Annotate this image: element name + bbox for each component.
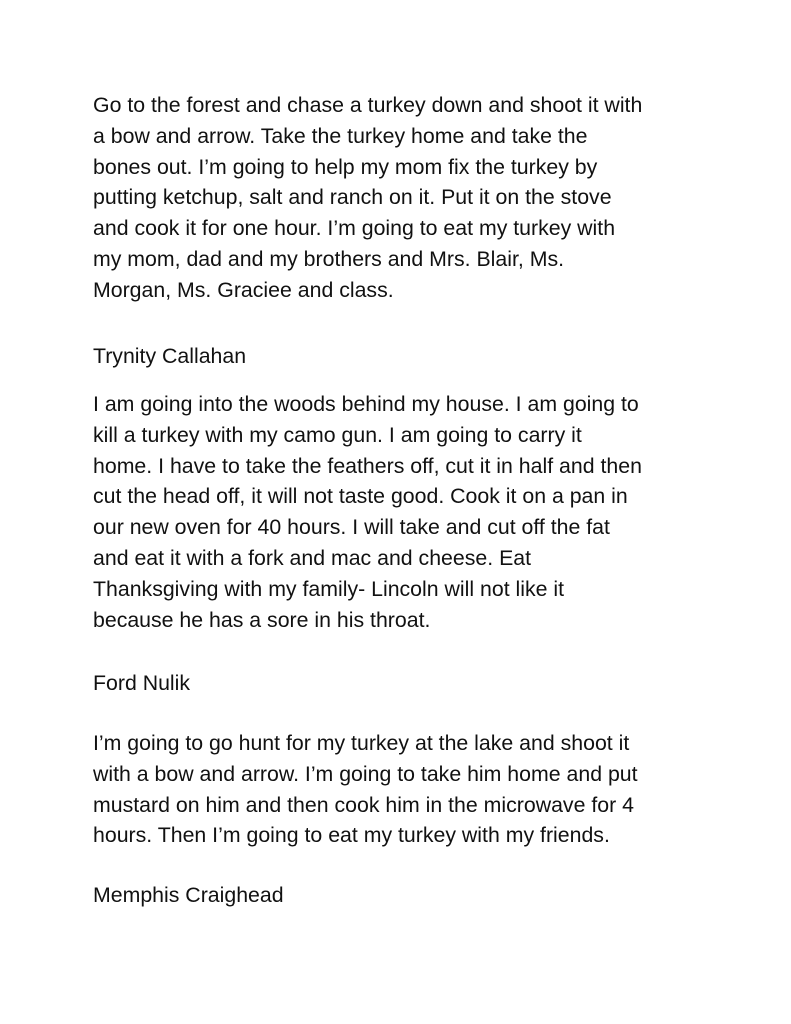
text-line: and cook it for one hour. I’m going to eat my turkey with bbox=[93, 216, 616, 241]
text-line: Morgan, Ms. Graciee and class. bbox=[93, 277, 394, 302]
entry-2-paragraph bbox=[93, 389, 642, 635]
text-line: I’m going to go hunt for my turkey at the lake and shoot it bbox=[93, 731, 630, 755]
text-line: I am going into the woods behind my house. I am going to bbox=[93, 392, 639, 416]
text-line: hours. Then I’m going to eat my turkey with my friends. bbox=[93, 823, 610, 848]
text-line: my mom, dad and my brothers and Mrs. Blair, Ms. bbox=[93, 246, 565, 271]
entry-3-paragraph bbox=[93, 728, 638, 851]
text-line: Thanksgiving with my family- Lincoln will not like it bbox=[93, 576, 565, 601]
entry-3-author: Memphis Craighead bbox=[93, 883, 284, 907]
text-line: Go to the forest and chase a turkey down and shoot it with bbox=[93, 93, 643, 117]
text-line: kill a turkey with my camo gun. I am going to carry it bbox=[93, 422, 582, 447]
text-line: and eat it with a fork and mac and cheese. Eat bbox=[93, 545, 532, 570]
text-line: putting ketchup, salt and ranch on it. Put it on the stove bbox=[93, 185, 612, 210]
entry-1-author: Trynity Callahan bbox=[93, 344, 247, 368]
text-line: our new oven for 40 hours. I will take and cut off the fat bbox=[93, 515, 610, 540]
text-line: because he has a sore in his throat. bbox=[93, 607, 431, 632]
text-line: cut the head off, it will not taste good. Cook it on a pan in bbox=[93, 484, 628, 509]
text-line: a bow and arrow. Take the turkey home and take the bbox=[93, 123, 588, 148]
entry-2-author: Ford Nulik bbox=[93, 671, 191, 695]
text-line: bones out. I’m going to help my mom fix the turkey by bbox=[93, 154, 598, 179]
entry-1-paragraph bbox=[93, 90, 642, 306]
text-line: mustard on him and then cook him in the microwave for 4 bbox=[93, 792, 634, 817]
text-line: with a bow and arrow. I’m going to take him home and put bbox=[93, 761, 638, 786]
text-line: home. I have to take the feathers off, cut it in half and then bbox=[93, 453, 642, 478]
